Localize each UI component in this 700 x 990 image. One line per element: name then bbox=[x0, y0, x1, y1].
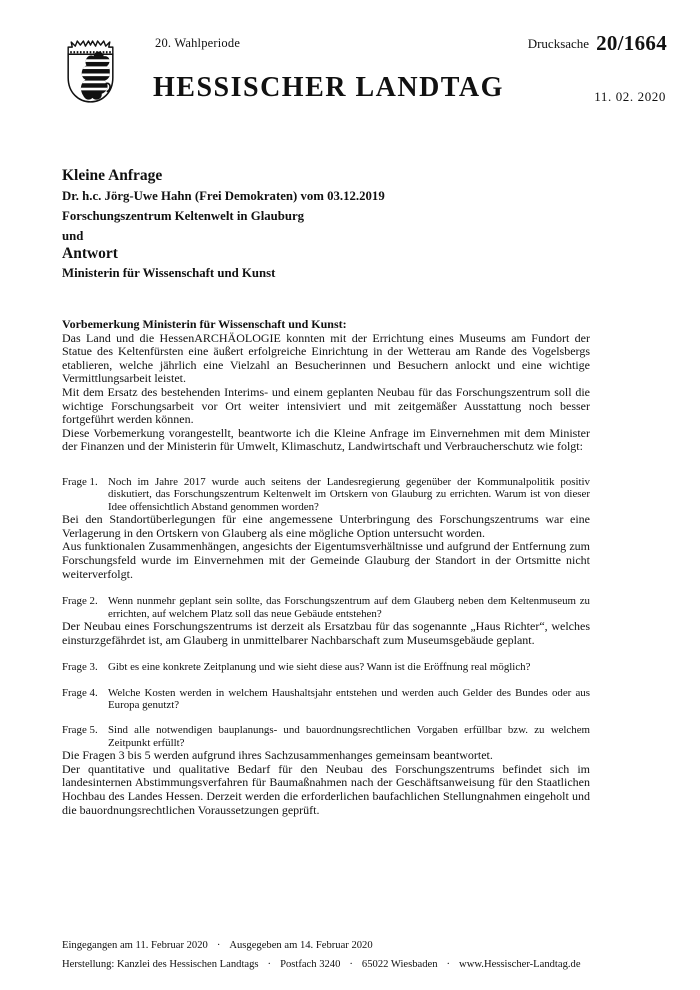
answer-label: Antwort bbox=[62, 245, 118, 262]
answer-intro: Diese Vorbemerkung vorangestellt, beantworte ich die Kleine Anfrage im Einvernehmen mit dem Minister der Finanzen und der Ministerin für Umwelt, Klimaschutz, Landwirtschaft und Verbraucherschutz wie folgt: bbox=[62, 425, 590, 454]
question-3 bbox=[62, 661, 590, 673]
vorbemerkung-paragraph: Mit dem Ersatz des bestehenden Interims- und einem geplanten Neubau für das Forschungszentrum soll die wichtige Forschungsarbeit vor Ort weiter intensiviert und mit zeitgemäßer Ausstattung noch besser fortgeführt werden können. bbox=[62, 384, 590, 427]
postbox: Postfach 3240 bbox=[280, 959, 341, 970]
joint-answer-note: Die Fragen 3 bis 5 werden aufgrund ihres Sachzusammenhanges gemeinsam beantwortet. bbox=[62, 748, 493, 763]
production-info: Herstellung: Kanzlei des Hessischen Landtags bbox=[62, 959, 259, 970]
question-5-label: Frage 5. bbox=[62, 724, 98, 737]
answer-3-5-paragraph: Der quantitative und qualitative Bedarf für den Neubau des Forschungszentrums befindet sich im landesinternen Abstimmungsverfahren für Baumaßnahmen nach der Geschäftsanweisung für den Staatlichen Hochbau des Landes Hessen. Derzeit werden die erforderlichen baufachlichen Stellungnahmen eingeholt und die bauordnungsrechtlichen Voraussetzungen geprüft. bbox=[62, 761, 590, 817]
answer-1-paragraph: Aus funktionalen Zusammenhängen, angesichts der Eigentumsverhältnisse und aufgrund der Entfernung zum Forschungsfeld wurde im Einvernehmen mit der Gemeinde Glauburg der Standort in der Ortsmitte nicht weiterverfolgt. bbox=[62, 539, 590, 581]
answer-2-paragraph: Der Neubau eines Forschungszentrums ist derzeit als Ersatzbau für das sogenannte „Haus Richter“, welches einsturzgefährdet ist, am Glauberg in unmittelbarer Nachbarschaft zum Museumsgebäude geplant. bbox=[62, 618, 590, 647]
question-2 bbox=[62, 595, 590, 620]
footer-production-line bbox=[62, 955, 581, 974]
vorbemerkung-heading: Vorbemerkung Ministerin für Wissenschaft und Kunst: bbox=[62, 317, 347, 331]
footer-separator: · bbox=[349, 959, 353, 970]
answered-by: Ministerin für Wissenschaft und Kunst bbox=[62, 266, 276, 280]
drucksache-reference bbox=[528, 31, 667, 56]
question-1-text: Noch im Jahre 2017 wurde auch seitens der Landesregierung gegenüber der Kommunalpolitik positiv diskutiert, das Forschungszentrum Keltenwelt im Ortskern von Glauburg zu errichten. Warum ist von dieser Idee offensichtlich Abstand genommen worden? bbox=[108, 475, 590, 513]
request-subject: Forschungszentrum Keltenwelt in Glauburg bbox=[62, 209, 305, 223]
question-4-text: Welche Kosten werden in welchem Haushaltsjahr entstehen und werden auch Gelder des Bundes oder aus Europa genutzt? bbox=[108, 686, 590, 711]
question-3-text: Gibt es eine konkrete Zeitplanung und wie sieht diese aus? Wann ist die Eröffnung real möglich? bbox=[108, 661, 531, 674]
question-4 bbox=[62, 687, 590, 712]
request-type: Kleine Anfrage bbox=[62, 167, 163, 184]
website: www.Hessischer-Landtag.de bbox=[459, 959, 581, 970]
city: 65022 Wiesbaden bbox=[361, 959, 438, 970]
drucksache-label: Drucksache bbox=[527, 36, 590, 51]
question-2-label: Frage 2. bbox=[62, 595, 98, 608]
title-block bbox=[62, 167, 602, 281]
request-connector: und bbox=[62, 229, 84, 243]
question-1 bbox=[62, 476, 590, 513]
question-3-label: Frage 3. bbox=[62, 661, 98, 674]
question-4-label: Frage 4. bbox=[62, 686, 98, 699]
question-2-text: Wenn nunmehr geplant sein sollte, das Forschungszentrum auf dem Glauberg neben dem Keltenmuseum zu errichten, auf welchem Platz soll das neue Gebäude entstehen? bbox=[108, 595, 590, 620]
document-footer bbox=[62, 936, 581, 974]
document-date: 11. 02. 2020 bbox=[594, 89, 666, 104]
legislative-period: 20. Wahlperiode bbox=[155, 36, 241, 50]
hessen-coat-of-arms-icon bbox=[63, 39, 118, 112]
question-1-label: Frage 1. bbox=[62, 475, 98, 488]
footer-separator: · bbox=[216, 940, 221, 951]
document-body bbox=[62, 318, 590, 817]
parliament-title: HESSISCHER LANDTAG bbox=[153, 72, 504, 103]
footer-dates-line bbox=[62, 936, 581, 955]
issued-date: Ausgegeben am 14. Februar 2020 bbox=[229, 940, 373, 951]
footer-separator: · bbox=[446, 959, 451, 970]
received-date: Eingegangen am 11. Februar 2020 bbox=[62, 940, 208, 951]
request-author: Dr. h.c. Jörg-Uwe Hahn (Frei Demokraten) vom 03.12.2019 bbox=[62, 189, 385, 203]
question-5 bbox=[62, 724, 590, 749]
answer-1-paragraph: Bei den Standortüberlegungen für eine angemessene Unterbringung des Forschungszentrums war eine Verlagerung in den Ortskern von Glauberg als eine mögliche Option untersucht worden. bbox=[62, 512, 590, 540]
drucksache-number: 20/1664 bbox=[596, 31, 667, 55]
question-5-text: Sind alle notwendigen bauplanungs- und bauordnungsrechtlichen Vorgaben erfüllbar bzw. zu welchem Zeitpunkt erfüllt? bbox=[108, 724, 590, 749]
vorbemerkung-paragraph: Das Land und die HessenARCHÄOLOGIE konnten mit der Errichtung eines Museums am Fundort der Statue des Keltenfürsten eine äußert erfolgreiche Einrichtung in der Wetterau am Rande des Vogelsbergs etablieren, welche jährlich eine Vielzahl an Besucherinnen und Besuchern anlockt und eine wichtige Vermittlungsarbeit leistet. bbox=[62, 330, 590, 386]
footer-separator: · bbox=[267, 959, 272, 970]
